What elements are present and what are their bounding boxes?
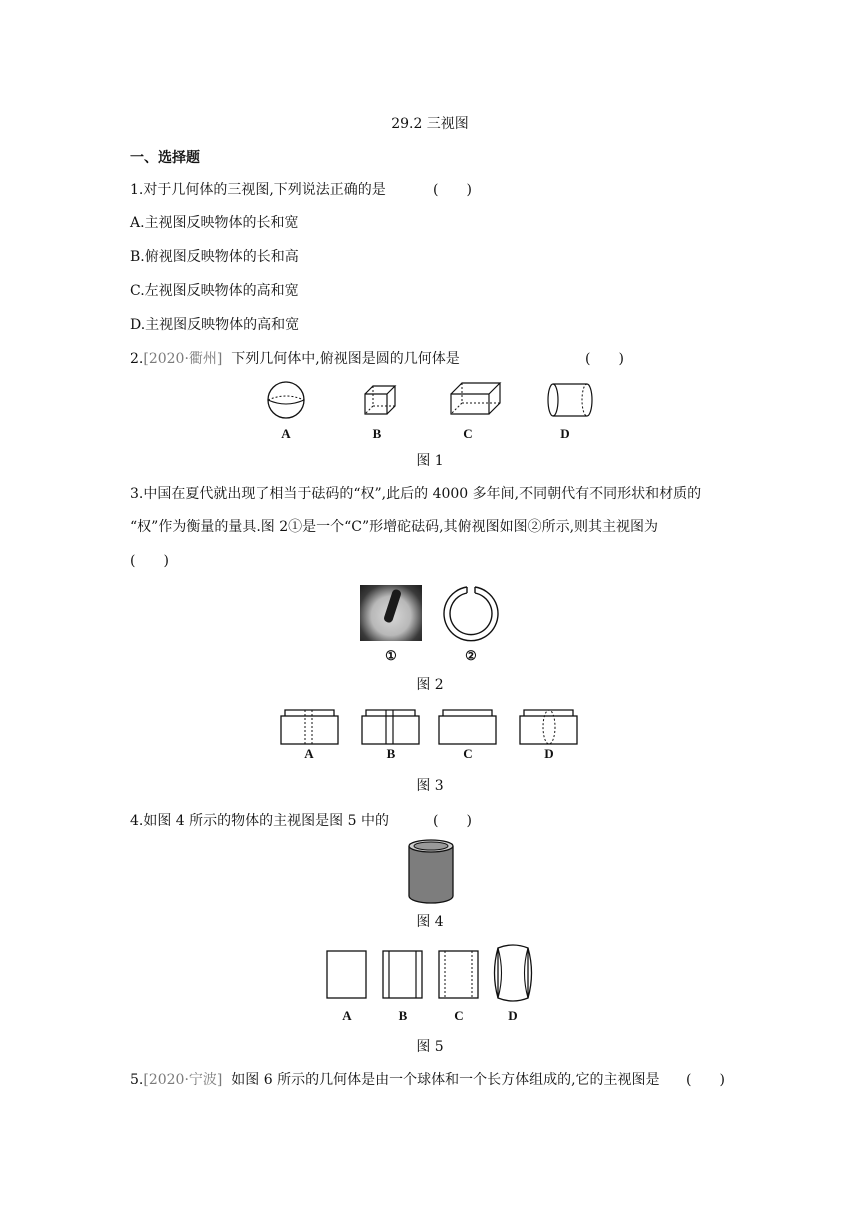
fig5-label-c: C (454, 1008, 464, 1023)
fig2-label-2: ② (465, 648, 477, 663)
q1-option-a: A.主视图反映物体的长和宽 (130, 215, 299, 231)
q3-stem-line1: 3.中国在夏代就出现了相当于砝码的“权”,此后的 4000 多年间,不同朝代有不同形状和材质的 (130, 486, 702, 502)
fig5-option-c (438, 950, 480, 1000)
fig3-option-c (438, 708, 498, 746)
fig2-weight-photo (360, 585, 422, 641)
fig1-label-c: C (463, 426, 473, 441)
q1-option-c: C.左视图反映物体的高和宽 (130, 283, 299, 299)
q2-number: 2. (130, 351, 144, 367)
q2-answer-blank: ( ) (585, 351, 624, 367)
fig1-label-b: B (372, 426, 382, 441)
q2-stem-line (130, 350, 460, 368)
q5-answer-blank: ( ) (686, 1072, 725, 1088)
q5-stem: 如图 6 所示的几何体是由一个球体和一个长方体组成的,它的主视图是 (231, 1072, 660, 1088)
fig5-caption: 图 5 (416, 1039, 444, 1055)
fig1-cuboid-c (448, 380, 504, 418)
fig5-label-a: A (342, 1008, 352, 1023)
section-heading: 一、选择题 (130, 150, 200, 166)
q5-stem-line (130, 1071, 660, 1089)
fig2-label-1: ① (385, 648, 397, 663)
fig5-option-b (382, 950, 424, 1000)
q1-option-b: B.俯视图反映物体的长和高 (130, 249, 299, 265)
q1-stem: 1.对于几何体的三视图,下列说法正确的是 (130, 182, 386, 198)
fig5-label-d: D (508, 1008, 518, 1023)
page-title: 29.2 三视图 (391, 116, 469, 132)
fig4-caption: 图 4 (416, 914, 444, 930)
fig2-c-ring-top-view (440, 583, 502, 645)
fig3-caption: 图 3 (416, 778, 444, 794)
fig1-cylinder-d (546, 381, 596, 419)
fig3-option-a (280, 708, 340, 746)
q4-answer-blank: ( ) (433, 813, 472, 829)
fig1-caption: 图 1 (416, 453, 444, 469)
q1-answer-blank: ( ) (433, 182, 472, 198)
fig4-hollow-cylinder (406, 838, 456, 906)
fig5-option-d (490, 944, 536, 1004)
fig5-option-a (326, 950, 368, 1000)
fig3-label-c: C (463, 746, 473, 761)
fig3-option-b (361, 708, 421, 746)
fig3-option-d (519, 708, 579, 746)
fig2-caption: 图 2 (416, 677, 444, 693)
fig5-label-b: B (398, 1008, 408, 1023)
q3-answer-blank: ( ) (130, 553, 169, 569)
fig1-sphere-a (262, 380, 310, 420)
fig1-label-a: A (281, 426, 291, 441)
fig3-label-b: B (386, 746, 396, 761)
fig3-label-d: D (544, 746, 554, 761)
q4-stem: 4.如图 4 所示的物体的主视图是图 5 中的 (130, 813, 389, 829)
q2-stem: 下列几何体中,俯视图是圆的几何体是 (231, 351, 460, 367)
q5-number: 5. (130, 1072, 144, 1088)
fig1-cube-b (362, 382, 398, 418)
q1-option-d: D.主视图反映物体的高和宽 (130, 317, 300, 333)
fig1-label-d: D (560, 426, 570, 441)
q3-stem-line2: “权”作为衡量的量具.图 2①是一个“C”形增砣砝码,其俯视图如图②所示,则其主视图为 (130, 519, 659, 535)
q2-source: [2020·衢州] (143, 351, 223, 367)
q5-source: [2020·宁波] (143, 1072, 223, 1088)
fig3-label-a: A (304, 746, 314, 761)
